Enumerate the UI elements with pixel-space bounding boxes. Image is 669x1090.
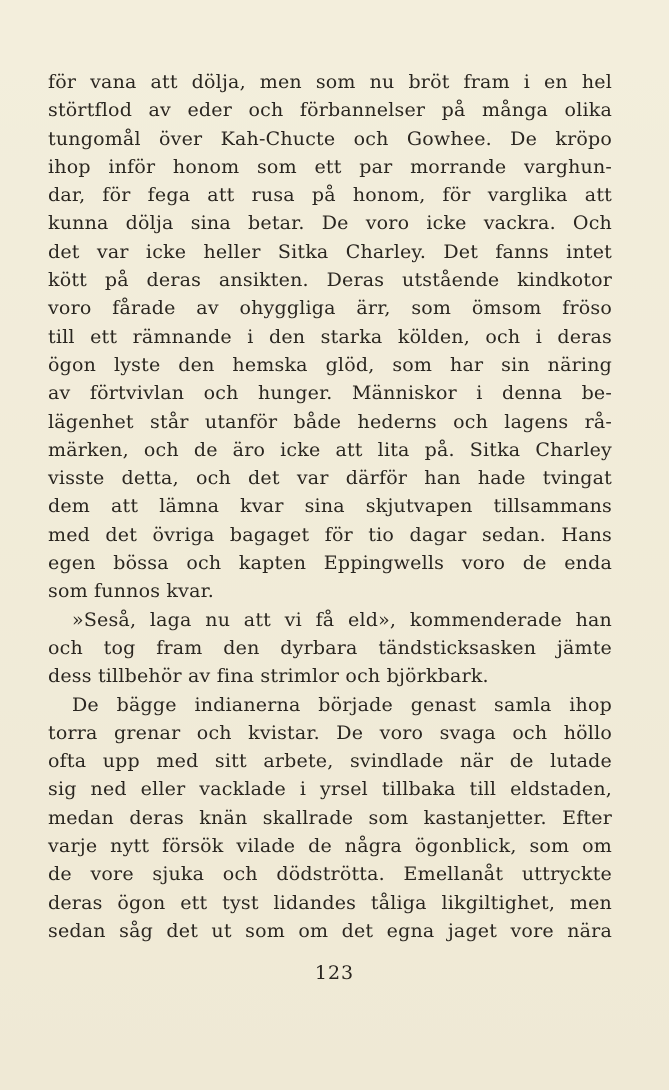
paragraph-start-line: »Seså, laga nu att vi få eld», kommenderade han: [72, 608, 612, 631]
paragraph-end-line: dess tillbehör av fina strimlor och björkbark.: [48, 665, 489, 688]
text-line: till ett rämnande i den starka kölden, och i deras: [48, 325, 612, 348]
text-line: sig ned eller vacklade i yrsel tillbaka till eldstaden,: [48, 778, 612, 801]
text-line: dar, för fega att rusa på honom, för varglika att: [48, 184, 612, 207]
text-line: med det övriga bagaget för tio dagar sedan. Hans: [48, 523, 612, 546]
text-line: varje nytt försök vilade de några ögonblick, som om: [48, 835, 612, 858]
text-line: egen bössa och kapten Eppingwells voro de enda: [48, 552, 612, 575]
text-line: deras ögon ett tyst lidandes tåliga likgiltighet, men: [48, 891, 612, 914]
text-line: sedan såg det ut som om det egna jaget vore nära: [48, 919, 612, 942]
text-line: för vana att dölja, men som nu bröt fram i en hel: [48, 71, 612, 93]
page-number: 123: [314, 962, 355, 984]
text-line: ofta upp med sitt arbete, svindlade när de lutade: [48, 750, 612, 773]
text-line: lägenhet står utanför både hederns och lagens rå-: [48, 410, 612, 433]
text-line: kött på deras ansikten. Deras utstående kindkotor: [48, 269, 612, 292]
text-line: märken, och de äro icke att lita på. Sitka Charley: [48, 438, 612, 461]
text-line: det var icke heller Sitka Charley. Det fanns intet: [48, 240, 612, 263]
text-line: ihop inför honom som ett par morrande varghun-: [48, 155, 612, 178]
text-line: ögon lyste den hemska glöd, som har sin näring: [48, 353, 612, 376]
paragraph-start-line: De bägge indianerna började genast samla ihop: [72, 693, 612, 716]
text-line: tungomål över Kah-Chucte och Gowhee. De kröpo: [48, 127, 612, 150]
text-line: voro fårade av ohyggliga ärr, som ömsom fröso: [48, 297, 612, 320]
text-line: kunna dölja sina betar. De voro icke vackra. Och: [48, 212, 612, 235]
text-line: de vore sjuka och dödströtta. Emellanåt uttryckte: [48, 863, 612, 886]
body-text: [48, 68, 612, 945]
text-line: av förtvivlan och hunger. Människor i denna be-: [48, 382, 612, 405]
text-line: och tog fram den dyrbara tändsticksasken jämte: [48, 636, 612, 659]
text-line: störtflod av eder och förbannelser på många olika: [48, 99, 612, 122]
paragraph-end-line: som funnos kvar.: [48, 580, 215, 603]
text-line: medan deras knän skallrade som kastanjetter. Efter: [48, 806, 612, 829]
text-line: dem att lämna kvar sina skjutvapen tillsammans: [48, 495, 612, 518]
text-line: visste detta, och det var därför han hade tvingat: [48, 467, 612, 490]
text-line: torra grenar och kvistar. De voro svaga och höllo: [48, 721, 612, 744]
